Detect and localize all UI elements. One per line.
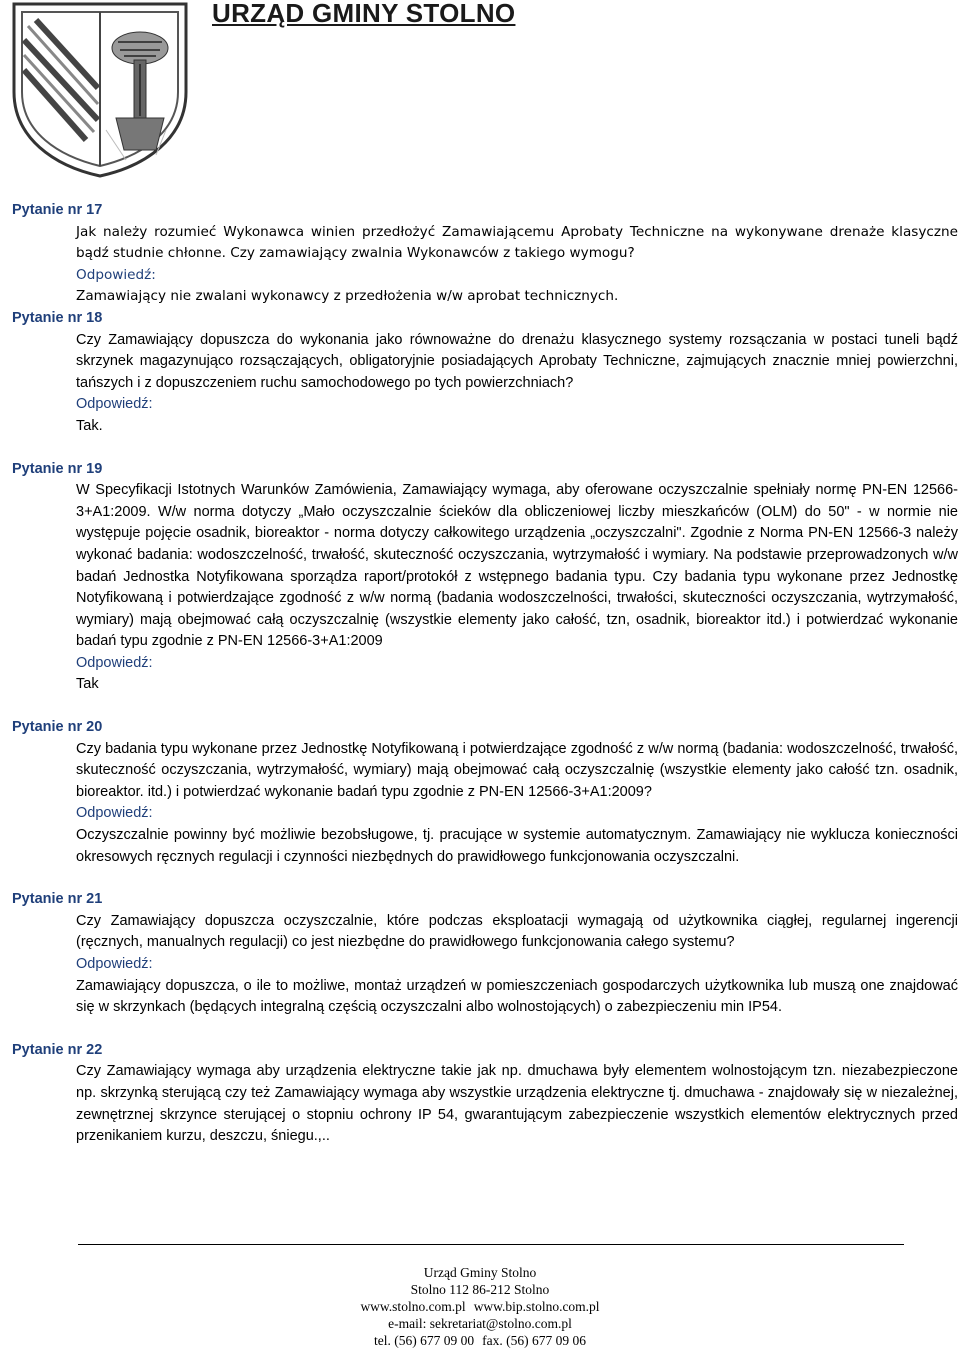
- question-text: Czy badania typu wykonane przez Jednostkę Notyfikowaną i potwierdzające zgodność z w/w normą (badania: wodoszczelność, trwałość, skuteczność oczyszczania, wytrzymałość, wymiary) mają obejmować całą oczyszczalnię (wszystkie elementy jako całość tzn. osadnik, bioreaktor. itd.) i potwierdzać wykonanie badań typu zgodnie z PN-EN 12566-3+A1:2009?: [76, 740, 958, 800]
- question-block: [12, 308, 958, 438]
- answer-text: Oczyszczalnie powinny być możliwie bezobsługowe, tj. pracujące w systemie automatycznym. Zamawiający nie wyklucza konieczności okresowych ręcznych regulacji i czynności niezbędnych do prawidłowego funkcjonowania oczyszczalni.: [76, 827, 958, 865]
- question-block: [12, 200, 958, 308]
- answer-text: Zamawiający nie zwalani wykonawcy z przedłożenia w/w aprobat technicznych.: [76, 288, 619, 305]
- answer-label: Odpowiedź:: [76, 805, 153, 822]
- question-text: Czy Zamawiający dopuszcza do wykonania jako równoważne do drenażu klasycznego systemy rozsączania w postaci tuneli bądź skrzynek magazynująco rozsączających, obligatoryjnie posiadających Aprobaty Techniczne, zajmujących znacznie mniej powierzchni, tańszych i z dopuszczeniem ruchu samochodowego po tych powierzchniach?: [76, 331, 958, 391]
- question-text: Czy Zamawiający dopuszcza oczyszczalnie, które podczas eksploatacji wymagają od użytkownika ciągłej, regularnej ingerencji (ręcznych, manualnych regulacji) co jest niezbędne do prawidłowego funkcjonowania całego systemu?: [76, 912, 958, 951]
- question-title: Pytanie nr 20: [12, 719, 103, 736]
- answer-label: Odpowiedź:: [76, 266, 156, 283]
- questions-section: [12, 200, 958, 1148]
- answer-text: Tak: [76, 676, 99, 693]
- coat-of-arms-logo: [6, 0, 194, 178]
- question-title: Pytanie nr 22: [12, 1041, 103, 1058]
- question-text: Jak należy rozumieć Wykonawca winien przedłożyć Zamawiającemu Aprobaty Techniczne na wykonywane drenaże klasyczne bądź studnie chłonne. Czy zamawiający zwalnia Wykonawców z takiego wymogu?: [76, 223, 958, 262]
- question-block: [12, 1040, 958, 1148]
- answer-text: Tak.: [76, 417, 103, 434]
- page-title: URZĄD GMINY STOLNO: [212, 0, 516, 28]
- answer-label: Odpowiedź:: [76, 396, 153, 413]
- question-title: Pytanie nr 21: [12, 891, 103, 908]
- question-title: Pytanie nr 18: [12, 309, 103, 326]
- question-title: Pytanie nr 19: [12, 460, 103, 477]
- question-block: [12, 717, 958, 868]
- answer-text: Zamawiający dopuszcza, o ile to możliwe, montaż urządzeń w pomieszczeniach gospodarczych użytkownika lub muszą one znajdować się w skrzynkach (będących integralną częścią oczyszczalni albo wolnostojących) o zabezpieczeniu min IP54.: [76, 977, 958, 1016]
- question-block: [12, 889, 958, 1019]
- question-text: Czy Zamawiający wymaga aby urządzenia elektryczne takie jak np. dmuchawa były elementem wolnostojącym tzn. niezabezpieczone np. skrzynką sterującą czy też Zamawiający wymaga aby wszystkie urządzenia elektryczne tj. dmuchawa - znajdowały się w niezależnej, zewnętrznej skrzynce sterującej o stopniu ochrony IP 54, gwarantującym zabezpieczenie wszystkich elementów elektrycznych przed przenikaniem kurzu, deszczu, śniegu.,..: [76, 1063, 958, 1145]
- footer-websites: [0, 1298, 960, 1315]
- footer-tel: tel. (56) 677 09 00: [374, 1333, 475, 1348]
- footer-website-link[interactable]: www.stolno.com.pl: [360, 1299, 466, 1314]
- footer-office-name: Urząd Gminy Stolno: [423, 1265, 537, 1280]
- question-text: W Specyfikacji Istotnych Warunków Zamówienia, Zamawiający wymaga, aby oferowane oczyszczalnie spełniały normę PN-EN 12566-3+A1:2009. W/w norma dotyczy „Mało oczyszczalnie ścieków dla obliczeniowej liczby mieszkańców (OLM) do 50" - w normie nie występuje pojęcie osadnik, bioreaktor - norma dotyczy całkowitego urządzenia „oczyszczalni". Zgodnie z Norma PN-EN 12566-3 należy wykonać badania: wodoszczelność, trwałość, skuteczność oczyszczania, wytrzymałość i wymiary. Na podstawie przeprowadzonych w/w badań Jednostka Notyfikowana sporządza raport/protokół z wstępnego badania typu. Czy badania typu wykonane przez Jednostkę Notyfikowaną i potwierdzające zgodność z w/w normą (badania wodoszczelności, trwałości, skuteczności oczyszczania, wytrzymałość, wymiary) mają obejmować całą oczyszczalnię (wszystkie elementy jako całość, tzn, osadnik, bioreaktor itd.) i potwierdzać wykonanie badań typu zgodnie z PN-EN 12566-3+A1:2009: [76, 482, 958, 650]
- answer-label: Odpowiedź:: [76, 654, 153, 671]
- footer-bip-link[interactable]: www.bip.stolno.com.pl: [473, 1299, 600, 1314]
- footer-email[interactable]: e-mail: sekretariat@stolno.com.pl: [388, 1316, 572, 1331]
- question-title: Pytanie nr 17: [12, 202, 103, 218]
- footer-phones: [0, 1332, 960, 1349]
- footer-address: Stolno 112 86-212 Stolno: [410, 1282, 550, 1297]
- footer: [0, 1264, 960, 1349]
- footer-divider: [78, 1244, 904, 1245]
- answer-label: Odpowiedź:: [76, 956, 153, 972]
- footer-fax: fax. (56) 677 09 06: [482, 1333, 586, 1348]
- question-block: [12, 459, 958, 697]
